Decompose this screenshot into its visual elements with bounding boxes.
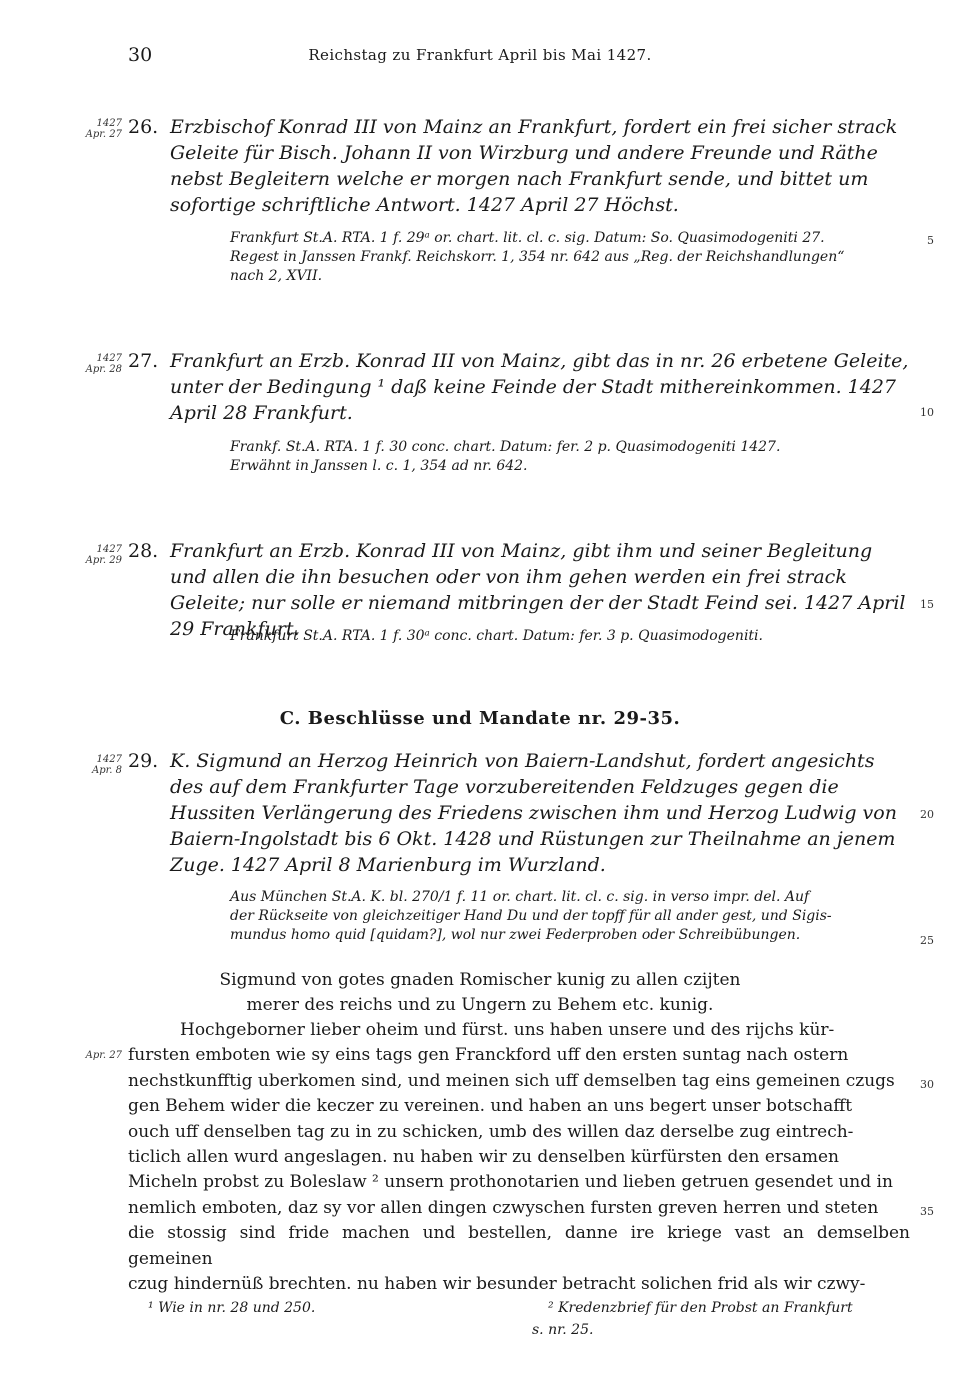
line-number-10: 10 xyxy=(920,406,934,419)
line-number-15: 15 xyxy=(920,598,934,611)
entry-number-29: 29. xyxy=(128,750,159,772)
margin-date-27: 1427 Apr. 28 xyxy=(85,353,122,375)
letter-line: die stossig sind fride machen und bestellen, danne ire kriege vast an demselben gemeinen xyxy=(128,1223,910,1269)
margin-date-26: 1427 Apr. 27 xyxy=(85,118,122,140)
source-note-26: Frankfurt St.A. RTA. 1 f. 29ᵃ or. chart. lit. cl. c. sig. Datum: So. Quasimodogeniti 27. Regest in Janssen Frankf. Reichskorr. 1, 354 nr. 642 aus „Reg. der Reichshandlungen“ nach 2, XVII. xyxy=(230,230,845,284)
letter-line: Micheln probst zu Boleslaw ² unsern prothonotarien und lieben getruen gesendet und in xyxy=(128,1172,893,1193)
footnote-1: ¹ Wie in nr. 28 und 250. xyxy=(148,1300,316,1316)
source-note-29: Aus München St.A. K. bl. 270/1 f. 11 or. chart. lit. cl. c. sig. in verso impr. del. Auf der Rückseite von gleichzeitiger Hand Du und der topff für all ander gest, und Sigis- mundus homo quid [quidam?], wol nur zwei Federproben oder Schreibübungen. xyxy=(230,889,832,943)
line-number-20: 20 xyxy=(920,808,934,821)
margin-date-28: 1427 Apr. 29 xyxy=(85,544,122,566)
footnote-2: ² Kredenzbrief für den Probst an Frankfurt xyxy=(548,1300,853,1316)
letter-line: ouch uff denselben tag zu in zu schicken, umb des willen daz derselbe zug eintrech- xyxy=(128,1121,854,1142)
line-number-30: 30 xyxy=(920,1078,934,1091)
section-heading: C. Beschlüsse und Mandate nr. 29-35. xyxy=(279,708,681,729)
line-number-35: 35 xyxy=(920,1205,934,1218)
letter-line: nemlich emboten, daz sy vor allen dingen czwyschen fursten greven herren und steten xyxy=(128,1197,879,1218)
page-number: 30 xyxy=(128,44,153,66)
regest-28: Frankfurt an Erzb. Konrad III von Mainz, gibt ihm und seiner Begleitung und allen die ihn besuchen oder von ihm gehen werden ein frei strack Geleite; nur solle er niemand mitbringen der der Stadt Feind sei. 1427 April 29 Frankfurt. xyxy=(170,540,906,640)
letter-line: Hochgeborner lieber oheim und fürst. uns haben unsere und des rijchs kür- xyxy=(180,1020,835,1040)
letter-line: ticlich allen wurd angeslagen. nu haben wir zu denselben kürfürsten den ersamen xyxy=(128,1147,839,1168)
letter-intitulatio-line-2: merer des reichs und zu Ungern zu Behem etc. kunig. xyxy=(246,995,714,1015)
regest-29: K. Sigmund an Herzog Heinrich von Baiern-Landshut, fordert angesichts des auf dem Frankfurter Tage vorzubereitenden Feldzuges gegen die Hussiten Verlängerung des Friedens zwischen ihm und Herzog Ludwig von Baiern-Ingolstadt bis 6 Okt. 1428 und Rüstungen zur Theilnahme an jenem Zuge. 1427 April 8 Marienburg im Wurzland. xyxy=(170,750,897,876)
letter-intitulatio-line-1: Sigmund von gotes gnaden Romischer kunig zu allen czijten xyxy=(219,970,741,990)
letter-body xyxy=(128,1018,910,1297)
line-number-5: 5 xyxy=(927,234,934,247)
letter-line: czug hindernüß brechten. nu haben wir besunder betracht solichen frid als wir czwy- xyxy=(128,1274,866,1295)
source-note-28: Frankfurt St.A. RTA. 1 f. 30ᵃ conc. chart. Datum: fer. 3 p. Quasimodogeniti. xyxy=(230,628,763,644)
letter-line: fursten emboten wie sy eins tags gen Franckford uff den ersten suntag nach ostern xyxy=(128,1045,849,1066)
letter-line: nechstkunfftig uberkomen sind, und meinen sich uff demselben tag eins gemeinen czugs xyxy=(128,1070,895,1091)
regest-27: Frankfurt an Erzb. Konrad III von Mainz, gibt das in nr. 26 erbetene Geleite, unter der Bedingung ¹ daß keine Feinde der Stadt mithereinkommen. 1427 April 28 Frankfurt. xyxy=(170,350,909,424)
regest-26: Erzbischof Konrad III von Mainz an Frankfurt, fordert ein frei sicher strack Geleite für Bisch. Johann II von Wirzburg und andere Freunde und Räthe nebst Begleitern welche er morgen nach Frankfurt sende, und bittet um sofortige schriftliche Antwort. 1427 April 27 Höchst. xyxy=(170,116,898,216)
entry-number-28: 28. xyxy=(128,540,159,562)
footnote-2-continuation: s. nr. 25. xyxy=(532,1322,594,1338)
margin-date-29: 1427 Apr. 8 xyxy=(91,754,122,776)
source-note-27: Frankf. St.A. RTA. 1 f. 30 conc. chart. Datum: fer. 2 p. Quasimodogeniti 1427. Erwähnt in Janssen l. c. 1, 354 ad nr. 642. xyxy=(230,439,781,474)
entry-number-27: 27. xyxy=(128,350,159,372)
entry-number-26: 26. xyxy=(128,116,159,138)
letter-line: gen Behem wider die keczer zu vereinen. und haben an uns begert unser botschafft xyxy=(128,1096,853,1117)
running-title: Reichstag zu Frankfurt April bis Mai 1427. xyxy=(308,46,652,64)
letter-margin-date: Apr. 27 xyxy=(85,1050,122,1061)
line-number-25: 25 xyxy=(920,934,934,947)
